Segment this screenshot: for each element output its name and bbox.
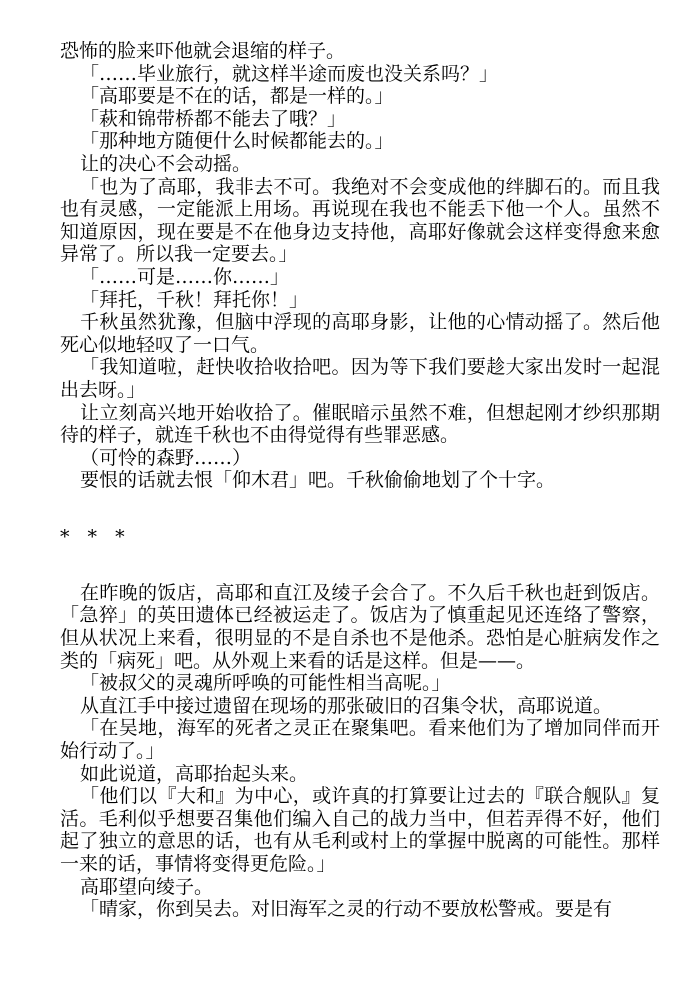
paragraph: 「他们以『大和』为中心，或许真的打算要让过去的『联合舰队』复活。毛利似乎想要召集他们编入自己的战力当中，但若弄得不好，他们起了独立的意思的话，也有从毛利或村上的掌握中脱离的可能性。那样一来的话，事情将变得更危险。」 [60,785,660,875]
paragraph: 从直江手中接过遗留在现场的那张破旧的召集令状，高耶说道。 [80,694,613,717]
paragraph: 「我知道啦，赶快收拾收拾吧。因为等下我们要趁大家出发时一起混出去呀。」 [60,356,660,401]
paragraph: 高耶望向绫子。 [80,875,214,898]
paragraph: 如此说道，高耶抬起头来。 [80,762,309,785]
paragraph: 「晴家，你到吴去。对旧海军之灵的行动不要放松警戒。要是有 [80,898,613,921]
document-page [60,40,660,921]
paragraph: 恐怖的脸来吓他就会退缩的样子。 [60,40,346,62]
paragraph: 让的决心不会动摇。 [80,152,252,175]
paragraph: 让立刻高兴地开始收拾了。催眠暗示虽然不难，但想起刚才纱织那期待的样子，就连千秋也不由得觉得有些罪恶感。 [60,401,660,447]
paragraph: 在昨晚的饭店，高耶和直江及绫子会合了。不久后千秋也赶到饭店。「急猝」的英田遗体已经被运走了。饭店为了慎重起见还连络了警察，但从状况上来看，很明显的不是自杀也不是他杀。恐怕是心脏病发作之类的「病死」吧。从外观上来看的话是这样。但是——。 [60,581,660,672]
paragraph: 千秋虽然犹豫，但脑中浮现的高耶身影，让他的心情动摇了。然后他死心似地轻叹了一口气。 [60,311,660,356]
paragraph: 「……可是……你……」 [80,265,290,288]
paragraph: 「在吴地，海军的死者之灵正在聚集吧。看来他们为了增加同伴而开始行动了。」 [60,717,660,763]
section-divider: * * * [60,525,131,548]
paragraph: 「萩和锦带桥都不能去了哦？」 [80,107,347,130]
paragraph: 「拜托，千秋！拜托你！」 [80,288,309,311]
paragraph: 「被叔父的灵魂所呼唤的可能性相当高呢。」 [80,672,451,695]
paragraph: 「那种地方随便什么时候都能去的。」 [80,130,394,153]
paragraph: 要恨的话就去恨「仰木君」吧。千秋偷偷地划了个十字。 [80,469,556,492]
document-body-top [60,40,660,492]
paragraph: （可怜的森野……） [80,446,252,469]
paragraph: 「……毕业旅行，就这样半途而废也没关系吗？」 [80,62,499,85]
paragraph: 「也为了高耶，我非去不可。我绝对不会变成他的绊脚石的。而且我也有灵感，一定能派上用场。再说现在我也不能丢下他一个人。虽然不知道原因，现在要是不在他身边支持他，高耶好像就会这样变得愈来愈异常了。所以我一定要去。」 [60,175,660,266]
document-body-bottom [60,582,660,921]
paragraph: 「高耶要是不在的话，都是一样的。」 [80,85,394,108]
